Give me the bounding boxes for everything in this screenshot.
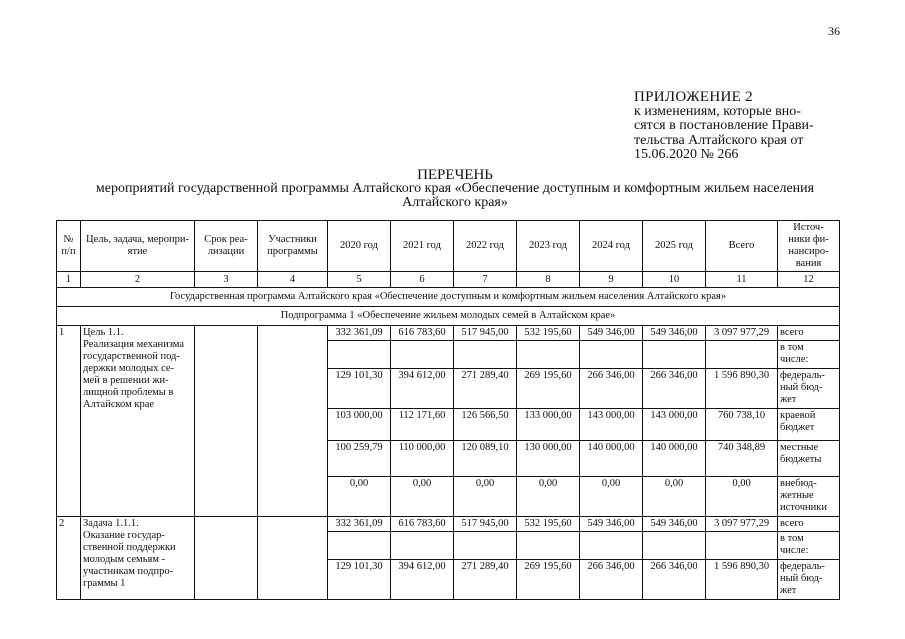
measure-description <box>81 326 195 517</box>
header-text: № <box>63 234 74 245</box>
page-number: 36 <box>828 24 840 38</box>
amount-cell: 394 612,00 <box>391 369 454 409</box>
header-term <box>195 221 258 272</box>
header-text: Цель, задача, меропри- <box>86 234 189 245</box>
amount-cell: 143 000,00 <box>580 409 643 441</box>
appendix-line: тельства Алтайского края от <box>634 132 804 148</box>
amount-cell: 616 783,60 <box>391 517 454 532</box>
source-line: числе: <box>780 545 809 556</box>
column-number: 11 <box>706 272 778 288</box>
description-line: государственной под- <box>83 351 180 362</box>
header-text: ятие <box>127 246 148 257</box>
subheading-line: Алтайского края» <box>402 195 508 210</box>
amount-cell: 140 000,00 <box>643 441 706 477</box>
amount-cell: 549 346,00 <box>580 517 643 532</box>
amount-cell: 110 000,00 <box>391 441 454 477</box>
column-number: 1 <box>57 272 81 288</box>
amount-cell: 0,00 <box>517 477 580 517</box>
amount-cell: 549 346,00 <box>643 326 706 341</box>
term-cell <box>195 326 258 517</box>
source-line: бюджеты <box>780 454 822 465</box>
description-line: лищной проблемы в <box>83 387 174 398</box>
header-year: 2024 год <box>580 221 643 272</box>
amount-cell: 517 945,00 <box>454 326 517 341</box>
term-cell <box>195 517 258 600</box>
table-row <box>57 326 840 341</box>
source-line: федераль- <box>780 370 825 381</box>
amount-cell: 271 289,40 <box>454 369 517 409</box>
source-line: источники <box>780 502 827 513</box>
column-number: 4 <box>258 272 328 288</box>
column-number: 12 <box>778 272 840 288</box>
source-line: федераль- <box>780 561 825 572</box>
header-text: ники фи- <box>788 234 829 245</box>
heading: ПЕРЕЧЕНЬ <box>417 167 493 183</box>
column-number: 7 <box>454 272 517 288</box>
subprogram-row: Подпрограмма 1 «Обеспечение жильем молодых семей в Алтайском крае» <box>57 307 840 326</box>
amount-cell: 332 361,09 <box>328 326 391 341</box>
amount-cell: 126 566,50 <box>454 409 517 441</box>
source-line: краевой <box>780 410 816 421</box>
amount-cell <box>706 532 778 560</box>
source-cell <box>778 560 840 600</box>
source-line: внебюд- <box>780 478 817 489</box>
row-number: 2 <box>57 517 81 600</box>
amount-cell: 3 097 977,29 <box>706 517 778 532</box>
amount-cell: 112 171,60 <box>391 409 454 441</box>
header-year: 2020 год <box>328 221 391 272</box>
amount-cell: 0,00 <box>454 477 517 517</box>
source-line: жет <box>780 394 797 405</box>
amount-cell: 0,00 <box>580 477 643 517</box>
column-number: 5 <box>328 272 391 288</box>
amount-cell: 0,00 <box>391 477 454 517</box>
header-text: п/п <box>61 246 76 257</box>
participants-cell <box>258 517 328 600</box>
amount-cell: 266 346,00 <box>643 369 706 409</box>
source-line: ный бюд- <box>780 382 823 393</box>
amount-cell: 266 346,00 <box>643 560 706 600</box>
header-goal <box>81 221 195 272</box>
amount-cell: 532 195,60 <box>517 326 580 341</box>
column-number: 9 <box>580 272 643 288</box>
appendix-line: сятся в постановление Прави- <box>634 118 814 133</box>
source-line: в том <box>780 533 804 544</box>
header-text: вания <box>795 258 822 269</box>
amount-cell <box>517 341 580 369</box>
header-participants <box>258 221 328 272</box>
header-text: Участники <box>268 234 317 245</box>
description-line: Оказание государ- <box>83 530 165 541</box>
source-line: бюджет <box>780 422 815 433</box>
appendix-line: 15.06.2020 № 266 <box>634 147 739 162</box>
amount-cell: 332 361,09 <box>328 517 391 532</box>
participants-cell <box>258 326 328 517</box>
description-line: граммы 1 <box>83 578 126 589</box>
description-line: держки молодых се- <box>83 363 175 374</box>
amount-cell: 120 089,10 <box>454 441 517 477</box>
source-cell <box>778 517 840 532</box>
amount-cell: 1 596 890,30 <box>706 369 778 409</box>
amount-cell: 0,00 <box>328 477 391 517</box>
column-number: 2 <box>81 272 195 288</box>
source-cell <box>778 341 840 369</box>
source-line: ный бюд- <box>780 573 823 584</box>
amount-cell: 269 195,60 <box>517 560 580 600</box>
amount-cell: 130 000,00 <box>517 441 580 477</box>
source-cell <box>778 326 840 341</box>
amount-cell: 266 346,00 <box>580 369 643 409</box>
amount-cell: 1 596 890,30 <box>706 560 778 600</box>
header-sources <box>778 221 840 272</box>
amount-cell: 394 612,00 <box>391 560 454 600</box>
document-title <box>40 168 870 210</box>
program-row: Государственная программа Алтайского края «Обеспечение доступным и комфортным жильем населения Алтайского края» <box>57 288 840 307</box>
header-number <box>57 221 81 272</box>
amount-cell: 133 000,00 <box>517 409 580 441</box>
amount-cell: 740 348,89 <box>706 441 778 477</box>
description-line: ственной поддержки <box>83 542 176 553</box>
amount-cell: 271 289,40 <box>454 560 517 600</box>
header-year: 2023 год <box>517 221 580 272</box>
amount-cell <box>580 532 643 560</box>
amount-cell: 103 000,00 <box>328 409 391 441</box>
amount-cell <box>643 532 706 560</box>
amount-cell <box>517 532 580 560</box>
column-number: 6 <box>391 272 454 288</box>
source-line: жетные <box>780 490 814 501</box>
amount-cell <box>391 532 454 560</box>
description-line: молодым семьям - <box>83 554 166 565</box>
header-year: 2021 год <box>391 221 454 272</box>
measures-table <box>56 220 840 600</box>
amount-cell: 760 738,10 <box>706 409 778 441</box>
appendix-title: ПРИЛОЖЕНИЕ 2 <box>634 89 753 105</box>
amount-cell <box>706 341 778 369</box>
amount-cell: 140 000,00 <box>580 441 643 477</box>
header-text: нансиро- <box>788 246 829 257</box>
source-cell <box>778 409 840 441</box>
source-cell <box>778 532 840 560</box>
header-text: программы <box>267 246 318 257</box>
amount-cell: 549 346,00 <box>643 517 706 532</box>
amount-cell: 616 783,60 <box>391 326 454 341</box>
column-number: 3 <box>195 272 258 288</box>
source-line: жет <box>780 585 797 596</box>
source-cell <box>778 441 840 477</box>
amount-cell: 0,00 <box>643 477 706 517</box>
column-number: 10 <box>643 272 706 288</box>
source-line: местные <box>780 442 819 453</box>
amount-cell <box>454 341 517 369</box>
description-line: Задача 1.1.1. <box>83 518 139 529</box>
source-line: числе: <box>780 354 809 365</box>
amount-cell <box>391 341 454 369</box>
amount-cell: 269 195,60 <box>517 369 580 409</box>
appendix-block <box>634 90 864 163</box>
header-text: лизации <box>207 246 245 257</box>
source-line: всего <box>780 327 804 338</box>
description-line: Алтайском крае <box>83 399 155 410</box>
header-text: Источ- <box>793 222 824 233</box>
amount-cell: 517 945,00 <box>454 517 517 532</box>
amount-cell: 129 101,30 <box>328 560 391 600</box>
column-number: 8 <box>517 272 580 288</box>
subheading-line: мероприятий государственной программы Алтайского края «Обеспечение доступным и комфортным жильем населения <box>95 181 815 196</box>
amount-cell <box>328 532 391 560</box>
measure-description <box>81 517 195 600</box>
header-text: Срок реа- <box>204 234 248 245</box>
amount-cell: 549 346,00 <box>580 326 643 341</box>
header-year: Всего <box>706 221 778 272</box>
description-line: Цель 1.1. <box>83 327 124 338</box>
amount-cell: 0,00 <box>706 477 778 517</box>
amount-cell <box>454 532 517 560</box>
header-year: 2025 год <box>643 221 706 272</box>
source-line: всего <box>780 518 804 529</box>
amount-cell: 266 346,00 <box>580 560 643 600</box>
appendix-line: к изменениям, которые вно- <box>634 103 801 119</box>
description-line: Реализация механизма <box>83 339 185 350</box>
amount-cell <box>580 341 643 369</box>
source-cell <box>778 369 840 409</box>
amount-cell <box>643 341 706 369</box>
amount-cell <box>328 341 391 369</box>
amount-cell: 532 195,60 <box>517 517 580 532</box>
amount-cell: 143 000,00 <box>643 409 706 441</box>
source-line: в том <box>780 342 804 353</box>
amount-cell: 3 097 977,29 <box>706 326 778 341</box>
amount-cell: 129 101,30 <box>328 369 391 409</box>
amount-cell: 100 259,79 <box>328 441 391 477</box>
source-cell <box>778 477 840 517</box>
header-year: 2022 год <box>454 221 517 272</box>
table-row <box>57 517 840 532</box>
description-line: мей в решении жи- <box>83 375 169 386</box>
description-line: участникам подпро- <box>83 566 174 577</box>
row-number: 1 <box>57 326 81 517</box>
